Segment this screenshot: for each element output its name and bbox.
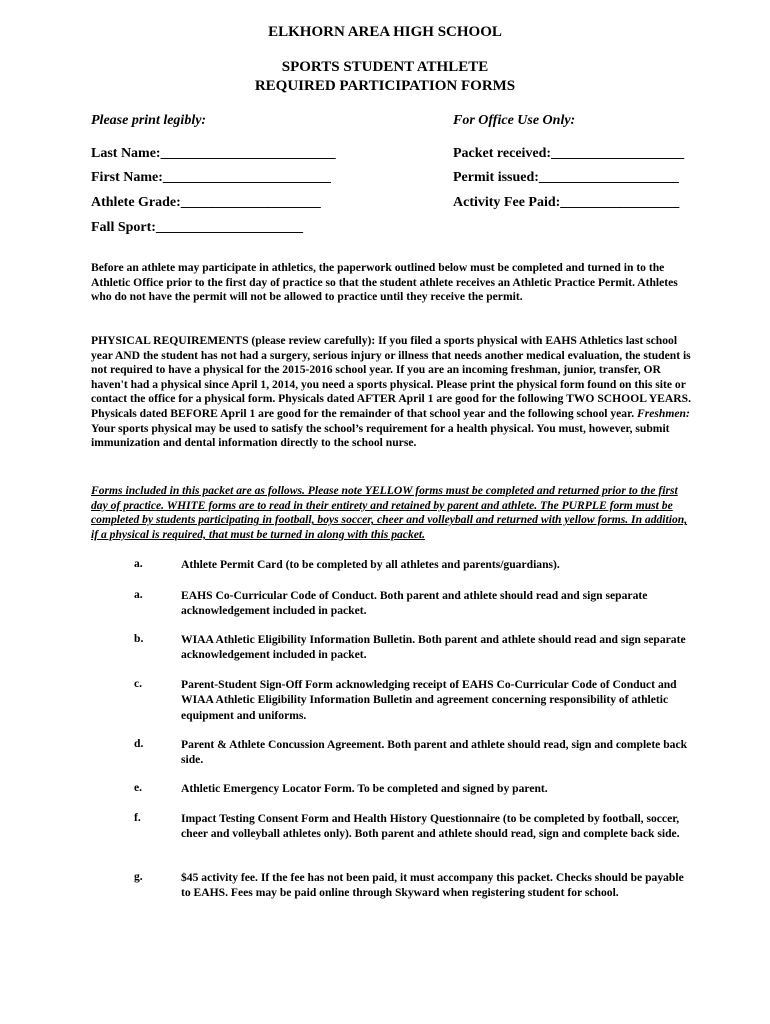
item-text: $45 activity fee. If the fee has not been paid, it must accompany this packet. Checks should be payable to EAHS. Fees may be paid online through Skyward when registering student for school. [181, 871, 684, 900]
item-letter: e. [134, 781, 143, 794]
item-letter: d. [134, 737, 144, 750]
item-letter: g. [134, 870, 143, 883]
title-line-1: SPORTS STUDENT ATHLETE [281, 59, 489, 75]
item-text: Parent-Student Sign-Off Form acknowledging receipt of EAHS Co-Curricular Code of Conduct and WIAA Athletic Eligibility Information Bulletin and agreement concerning responsibility of athletic equipment and uniforms. [181, 678, 677, 722]
item-letter: a. [134, 588, 143, 601]
item-text: Athletic Emergency Locator Form. To be completed and signed by parent. [181, 782, 548, 795]
packet-contents-note: Forms included in this packet are as follows. Please note YELLOW forms must be completed and returned prior to the first day of practice. WHITE forms are to read in their entirety and retained by parent and athlete. The PURPLE form must be completed by students participating in football, boys soccer, cheer and volleyball and returned with yellow forms. In addition, if a physical is required, that must be turned in along with this packet. [91, 484, 688, 541]
athlete-grade-field[interactable]: Athlete Grade:____________________ [91, 195, 321, 210]
intro-paragraph: Before an athlete may participate in athletics, the paperwork outlined below must be completed and turned in to the Athletic Office prior to the first day of practice so that the student athlete receives an Athletic Practice Permit. Athletes who do not have the permit will not be allowed to practice until they receive the permit. [91, 261, 678, 304]
item-text: Impact Testing Consent Form and Health History Questionnaire (to be completed by football, soccer, cheer and volleyball athletes only). Both parent and athlete should read, sign and complete back side. [181, 812, 680, 841]
item-letter: c. [134, 677, 143, 690]
print-legibly-heading: Please print legibly: [91, 113, 207, 128]
item-text: EAHS Co-Curricular Code of Conduct. Both parent and athlete should read and sign separate acknowledgement included in packet. [181, 589, 648, 618]
physical-text-part2: Your sports physical may be used to satisfy the school’s requirement for a health physical. You must, however, submit immunization and dental information directly to the school nurse. [91, 421, 670, 450]
school-name: ELKHORN AREA HIGH SCHOOL [268, 24, 502, 40]
activity-fee-field[interactable]: Activity Fee Paid:_________________ [453, 195, 680, 210]
title-line-2: REQUIRED PARTICIPATION FORMS [254, 78, 516, 94]
item-text: WIAA Athletic Eligibility Information Bulletin. Both parent and athlete should read and sign separate acknowledgement included in packet. [181, 633, 686, 662]
fall-sport-field[interactable]: Fall Sport:_____________________ [91, 220, 303, 235]
office-use-heading: For Office Use Only: [453, 113, 576, 128]
packet-received-field[interactable]: Packet received:___________________ [453, 146, 685, 161]
freshmen-label: Freshmen: [637, 406, 690, 420]
physical-requirements-paragraph [91, 334, 691, 451]
first-name-field[interactable]: First Name:________________________ [91, 170, 331, 185]
item-text: Parent & Athlete Concussion Agreement. Both parent and athlete should read, sign and complete back side. [181, 738, 688, 767]
item-letter: b. [134, 632, 144, 645]
physical-text-part1: PHYSICAL REQUIREMENTS (please review carefully): If you filed a sports physical with EAHS Athletics last school year AND the student has not had a surgery, serious injury or illness that needs another medical evaluation, the student is not required to have a physical for the 2015-2016 school year. If you are an incoming freshman, junior, transfer, OR haven't had a physical since April 1, 2014, you need a sports physical. Please print the physical form found on this site or contact the office for a physical form. Physicals dated AFTER April 1 are good for the following TWO SCHOOL YEARS. Physicals dated BEFORE April 1 are good for the remainder of that school year and the following school year. [91, 334, 691, 420]
item-letter: f. [134, 811, 141, 824]
last-name-field[interactable]: Last Name:_________________________ [91, 146, 336, 161]
permit-issued-field[interactable]: Permit issued:____________________ [453, 170, 679, 185]
item-text: Athlete Permit Card (to be completed by all athletes and parents/guardians). [181, 558, 560, 571]
item-letter: a. [134, 557, 143, 570]
